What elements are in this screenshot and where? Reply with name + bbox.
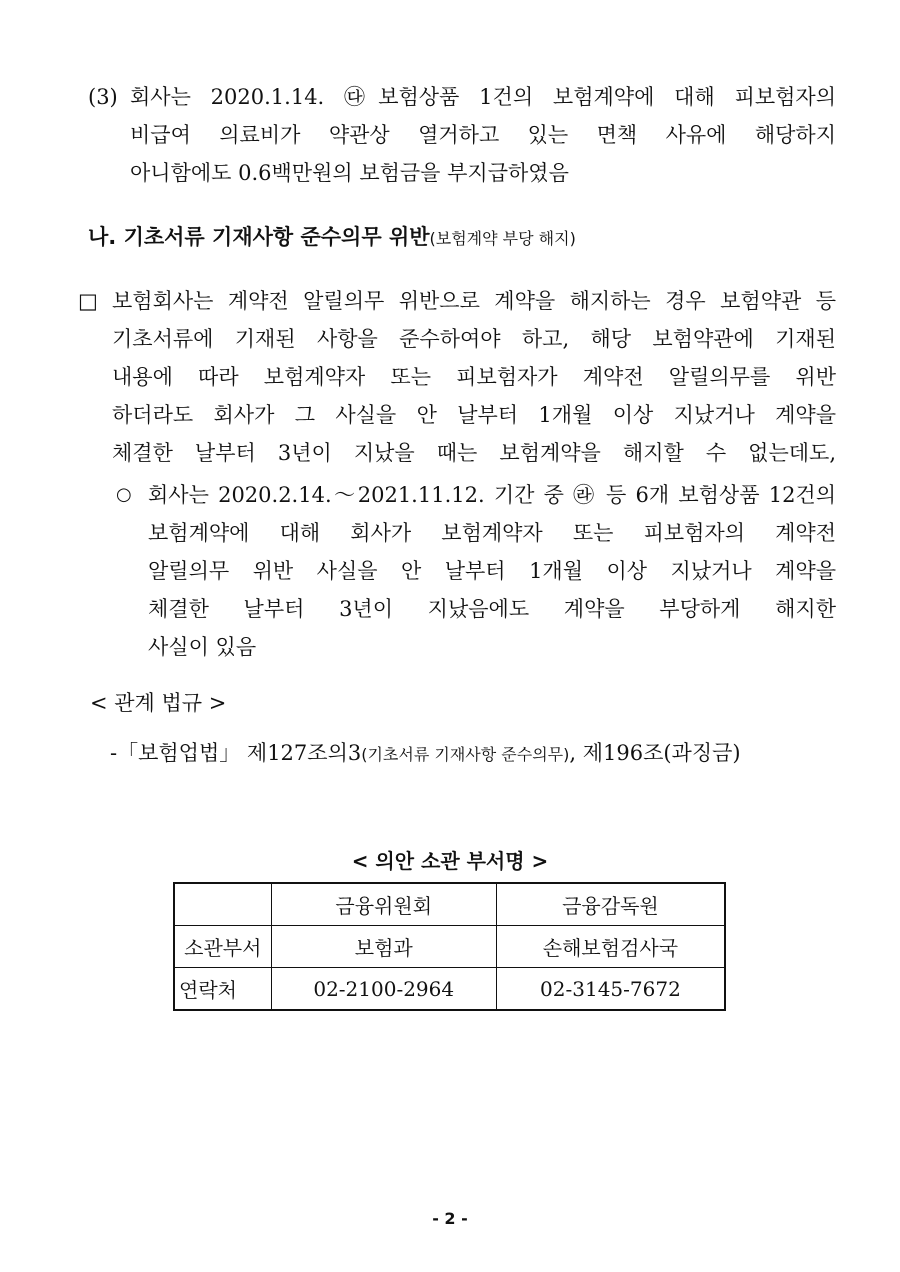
circle-paragraph [116, 476, 836, 666]
circle-para-line: 사실이 있음 [148, 635, 257, 659]
item-3-line: 아니함에도 0.6백만원의 보험금을 부지급하였음 [130, 161, 569, 185]
circle-para-line: 체결한 날부터 3년이 지났음에도 계약을 부당하게 해지한 [148, 597, 836, 621]
law-reference [110, 734, 741, 774]
circle-bullet-icon: ○ [116, 484, 132, 505]
table-cell: 손해보험검사국 [496, 926, 725, 968]
box-para-line: 내용에 따라 보험계약자 또는 피보험자가 계약전 알릴의무를 위반 [112, 365, 836, 389]
department-table-title: < 의안 소관 부서명 > [351, 849, 549, 873]
section-na-title: 나. 기초서류 기재사항 준수의무 위반 [88, 225, 430, 249]
table-row-label: 연락처 [174, 968, 271, 1011]
box-para-line: 하더라도 회사가 그 사실을 안 날부터 1개월 이상 지났거나 계약을 [112, 403, 836, 427]
circle-para-line: 보험계약에 대해 회사가 보험계약자 또는 피보험자의 계약전 [148, 521, 836, 545]
section-na-subtitle: (보험계약 부당 해지) [429, 229, 576, 248]
table-row [174, 883, 725, 926]
table-row [174, 968, 725, 1011]
page-number: - 2 - [432, 1209, 468, 1228]
box-paragraph [78, 282, 836, 472]
section-na-heading [88, 218, 576, 258]
table-row-label: 소관부서 [174, 926, 271, 968]
law-ref-paren: (기초서류 기재사항 준수의무) [361, 745, 570, 764]
law-title: < 관계 법규 > [90, 691, 227, 715]
department-table [173, 882, 726, 1011]
box-para-line: 보험회사는 계약전 알릴의무 위반으로 계약을 해지하는 경우 보험약관 등 [112, 289, 836, 313]
box-para-line: 체결한 날부터 3년이 지났을 때는 보험계약을 해지할 수 없는데도, [112, 441, 836, 465]
checkbox-bullet-icon: □ [78, 289, 98, 313]
law-ref-tail: , 제196조(과징금) [569, 741, 741, 765]
item-3-line: 회사는 2020.1.14. ㉰보험상품 1건의 보험계약에 대해 피보험자의 [130, 85, 836, 109]
table-row [174, 926, 725, 968]
table-header-cell: 금융위원회 [271, 883, 496, 926]
table-cell: 보험과 [271, 926, 496, 968]
item-3-marker: (3) [88, 85, 118, 109]
item-3-line: 비급여 의료비가 약관상 열거하고 있는 면책 사유에 해당하지 [130, 123, 836, 147]
table-cell: 02-2100-2964 [271, 968, 496, 1011]
circle-para-line: 알릴의무 위반 사실을 안 날부터 1개월 이상 지났거나 계약을 [148, 559, 836, 583]
box-para-line: 기초서류에 기재된 사항을 준수하여야 하고, 해당 보험약관에 기재된 [112, 327, 836, 351]
item-3-paragraph [88, 78, 836, 192]
law-ref-main: -「보험업법」 제127조의3 [110, 741, 362, 765]
table-header-cell [174, 883, 271, 926]
table-header-cell: 금융감독원 [496, 883, 725, 926]
circle-para-line: 회사는 2020.2.14.～2021.11.12. 기간 중 ㉱ 등 6개 보험상품 12건의 [148, 483, 836, 507]
table-cell: 02-3145-7672 [496, 968, 725, 1011]
